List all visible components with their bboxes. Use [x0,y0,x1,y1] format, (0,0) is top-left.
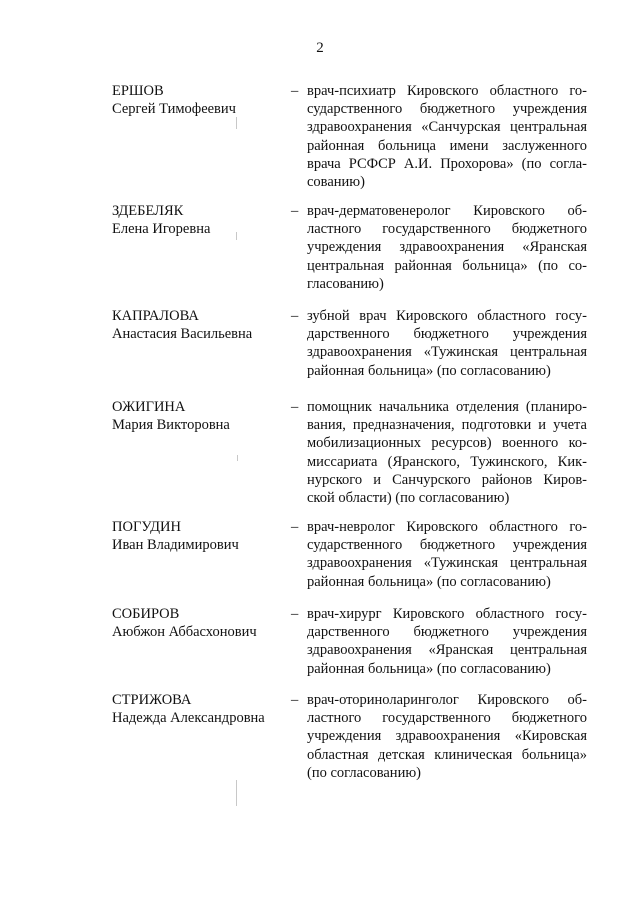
scan-artifact [236,232,237,240]
member-position [307,398,587,507]
position-line: районная больница» (по согласованию) [307,660,551,677]
position-line: врача РСФСР А.И. Прохорова» (по согла- [307,155,587,172]
position-line: врач-психиатр Кировского областного го- [307,83,587,99]
dash-separator: – [291,399,299,415]
member-name [112,691,282,727]
member-given-name: Сергей Тимофеевич [112,101,236,117]
dash-separator: – [291,83,299,99]
position-line: нурского и Санчурского районов Киров- [307,471,587,488]
member-given-name: Мария Викторовна [112,417,230,433]
scan-artifact [236,117,237,129]
position-line: (по согласованию) [307,764,421,781]
member-given-name: Надежда Александровна [112,710,265,726]
member-surname: КАПРАЛОВА [112,308,199,324]
member-given-name: Иван Владимирович [112,537,239,553]
position-line: центральная районная больница» (по со- [307,257,587,274]
position-line: здравоохранения «Тужинская центральная [307,555,587,572]
position-line: ластного государственного бюджетного [307,221,587,238]
dash-separator: – [291,692,299,708]
position-line: врач-оториноларинголог Кировского об- [307,692,587,708]
position-line: областная детская клиническая больница» [307,746,587,763]
member-position [307,605,587,678]
scan-artifact [236,780,237,806]
member-surname: СОБИРОВ [112,606,180,622]
member-surname: ПОГУДИН [112,519,181,535]
member-position [307,518,587,591]
position-line: дарственного бюджетного учреждения [307,624,587,641]
member-position [307,202,587,293]
dash-separator: – [291,308,299,324]
position-line: здравоохранения «Санчурская центральная [307,119,587,136]
scan-artifact [237,455,238,461]
position-line: районная больница имени заслуженного [307,137,587,154]
page-number: 2 [316,40,324,56]
member-name [112,518,282,554]
member-name [112,605,282,641]
position-line: миссариата (Яранского, Тужинского, Кик- [307,453,587,470]
position-line: врач-хирург Кировского областного госу- [307,606,587,622]
position-line: сударственного бюджетного учреждения [307,101,587,118]
member-position [307,82,587,191]
position-line: сударственного бюджетного учреждения [307,537,587,554]
member-surname: СТРИЖОВА [112,692,192,708]
position-line: ластного государственного бюджетного [307,710,587,727]
dash-separator: – [291,519,299,535]
position-line: сованию) [307,174,365,191]
member-name [112,202,282,238]
position-line: учреждения здравоохранения «Кировская [307,728,587,745]
dash-separator: – [291,203,299,219]
position-line: ской области) (по согласованию) [307,490,510,507]
position-line: районная больница» (по согласованию) [307,573,551,590]
position-line: учреждения здравоохранения «Яранская [307,239,587,256]
position-line: здравоохранения «Тужинская центральная [307,344,587,361]
dash-separator: – [291,606,299,622]
member-surname: ЗДЕБЕЛЯК [112,203,184,219]
position-line: мобилизационных ресурсов) военного ко- [307,435,587,452]
position-line: здравоохранения «Яранская центральная [307,642,587,659]
position-line: гласованию) [307,275,384,292]
member-given-name: Анастасия Васильевна [112,326,253,342]
position-line: помощник начальника отделения (планиро- [307,399,587,415]
position-line: зубной врач Кировского областного госу- [307,308,587,324]
position-line: дарственного бюджетного учреждения [307,326,587,343]
member-given-name: Аюбжон Аббасхонович [112,624,257,640]
position-line: районная больница» (по согласованию) [307,362,551,379]
member-given-name: Елена Игоревна [112,221,211,237]
member-surname: ОЖИГИНА [112,399,186,415]
position-line: вания, предназначения, подготовки и учета [307,417,587,434]
member-name [112,398,282,434]
position-line: врач-невролог Кировского областного го- [307,519,587,535]
member-name [112,82,282,118]
position-line: врач-дерматовенеролог Кировского об- [307,203,587,219]
member-position [307,307,587,380]
member-name [112,307,282,343]
member-position [307,691,587,782]
member-surname: ЕРШОВ [112,83,164,99]
